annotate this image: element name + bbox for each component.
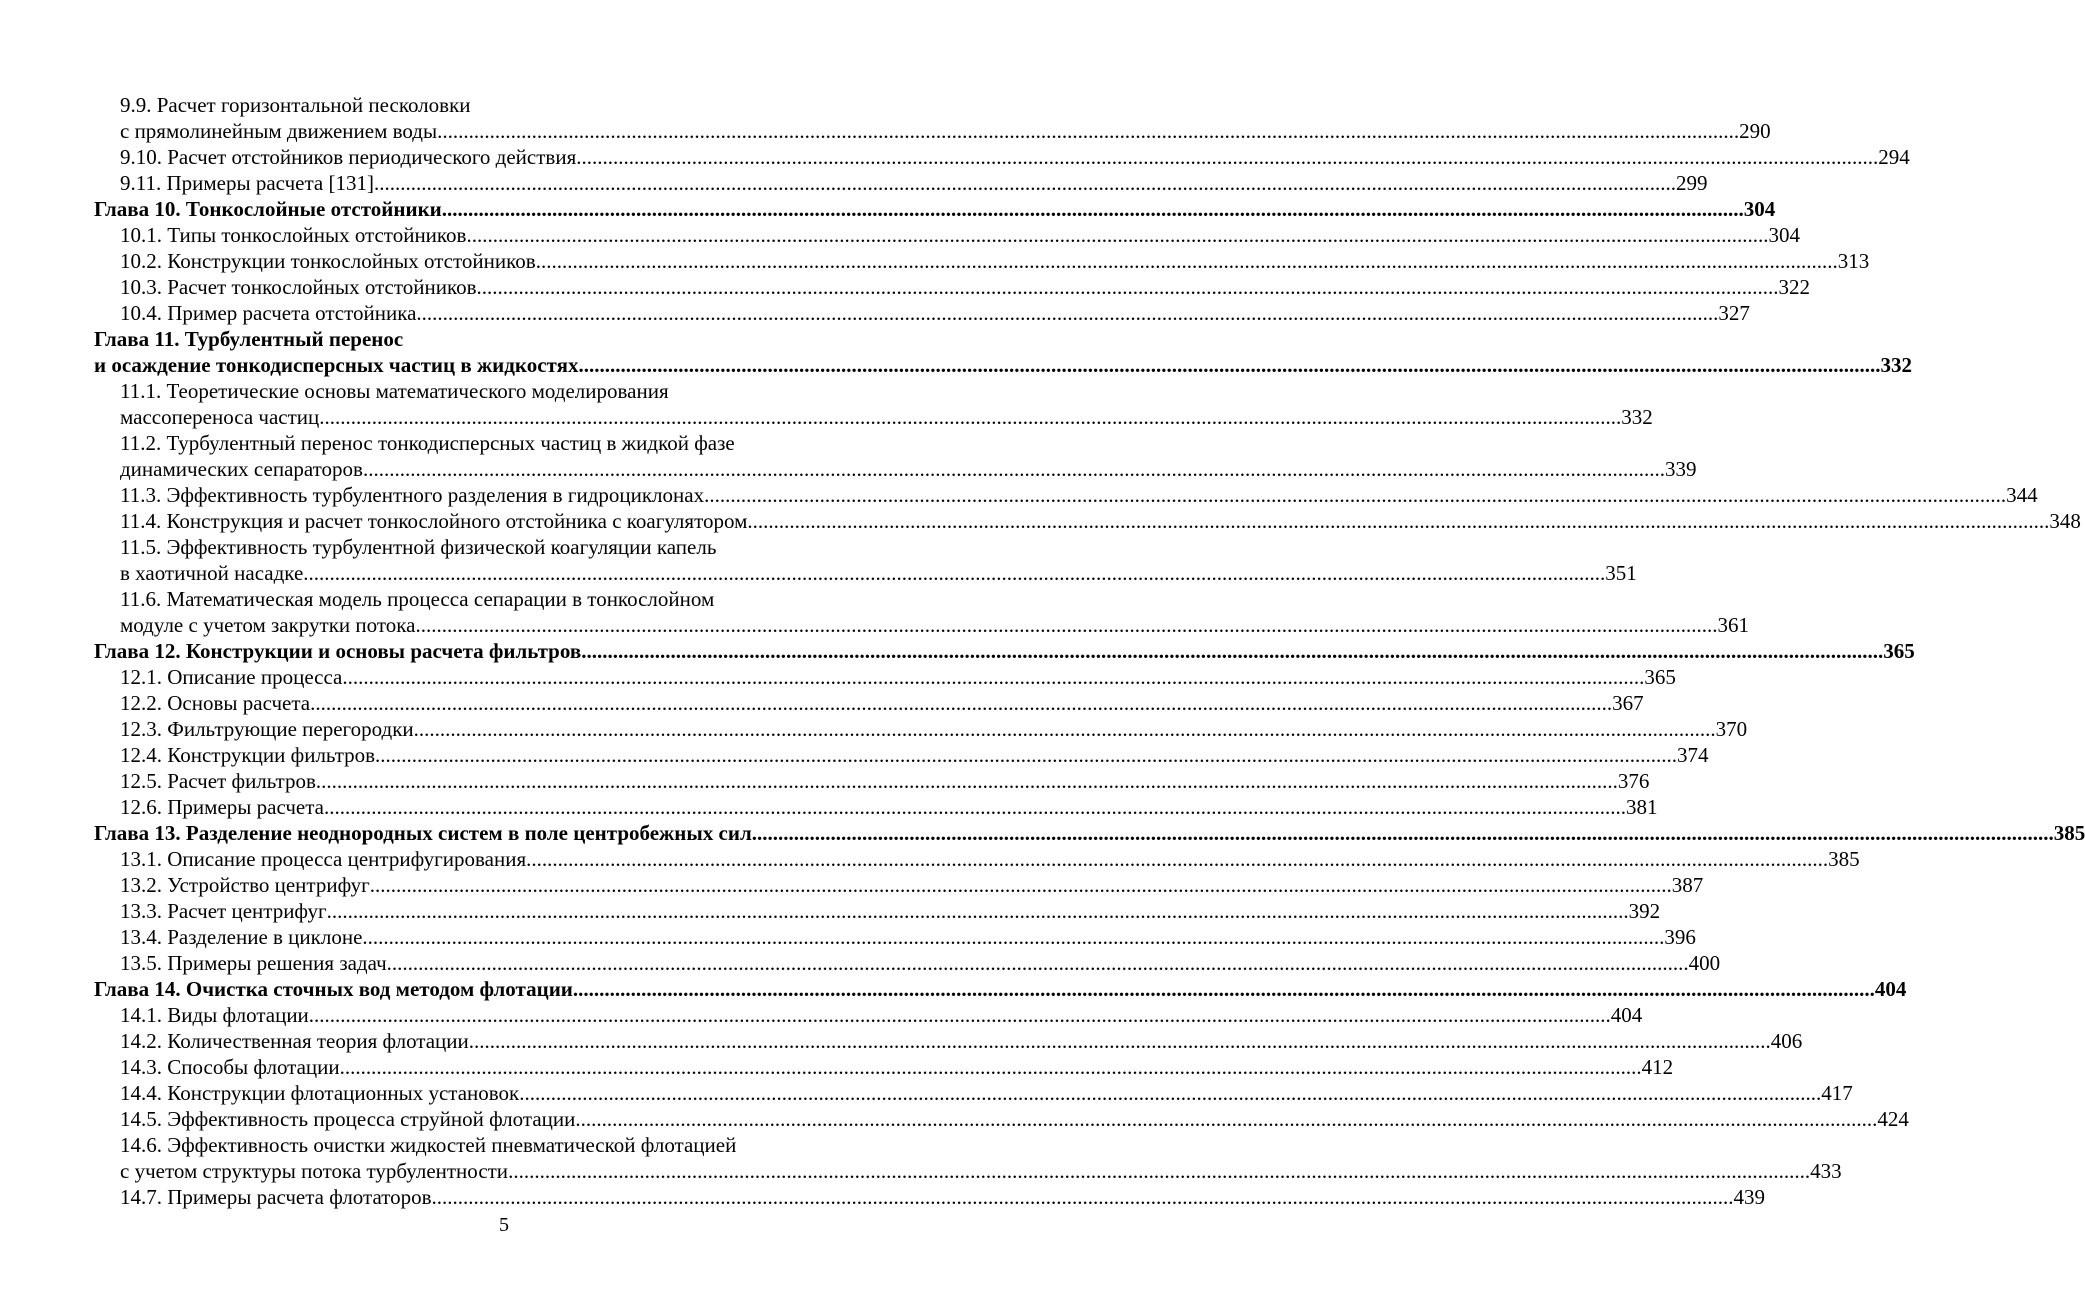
toc-page-number: 290 xyxy=(1739,119,1771,143)
toc-section-line xyxy=(94,560,1637,586)
toc-entry-title: с прямолинейным движением воды xyxy=(120,119,438,143)
dot-leader xyxy=(310,690,1612,716)
toc-entry-title: 12.3. Фильтрующие перегородки xyxy=(120,717,414,741)
toc-page-number: 387 xyxy=(1671,873,1704,897)
toc-page-number: 412 xyxy=(1641,1055,1674,1079)
toc-section-line xyxy=(94,248,1870,274)
toc-section-line xyxy=(94,1132,914,1158)
dot-leader xyxy=(519,1080,1821,1106)
dot-leader xyxy=(327,898,1629,924)
toc-page-number: 374 xyxy=(1677,743,1709,767)
toc-entry-title: 14.7. Примеры расчета флотаторов xyxy=(120,1185,432,1209)
toc-section-line xyxy=(94,404,1653,430)
table-of-contents xyxy=(94,92,2085,1210)
dot-leader xyxy=(303,560,1605,586)
toc-section-line xyxy=(94,1106,1909,1132)
toc-chapter-line xyxy=(94,196,1776,222)
toc-section-line xyxy=(94,742,1709,768)
toc-entry-title: 9.10. Расчет отстойников периодического действия xyxy=(120,145,577,169)
dot-leader xyxy=(437,118,1739,144)
dot-leader xyxy=(374,170,1676,196)
toc-section-line xyxy=(94,846,1860,872)
toc-section-line xyxy=(94,612,1749,638)
toc-page-number: 396 xyxy=(1664,925,1696,949)
toc-entry-title: динамических сепараторов xyxy=(120,457,363,481)
toc-entry-title: в хаотичной насадке xyxy=(120,561,304,585)
toc-page-number: 351 xyxy=(1605,561,1637,585)
toc-section-line xyxy=(94,1080,1853,1106)
toc-page-number: 299 xyxy=(1675,171,1708,195)
toc-entry-title: 12.5. Расчет фильтров xyxy=(120,769,316,793)
toc-page-number: 404 xyxy=(1610,1003,1643,1027)
toc-entry-title: 12.1. Описание процесса xyxy=(120,665,343,689)
toc-section-line xyxy=(94,508,2081,534)
toc-section-line xyxy=(94,300,1750,326)
toc-section-line xyxy=(94,794,1658,820)
page-number: 5 xyxy=(499,1214,509,1236)
toc-page-number: 385 xyxy=(2053,821,2085,845)
toc-section-line xyxy=(94,378,914,404)
dot-leader xyxy=(340,1054,1642,1080)
toc-section-line xyxy=(94,1028,1803,1054)
toc-entry-title: Глава 14. Очистка сточных вод методом флотации xyxy=(94,977,573,1001)
toc-page-number: 327 xyxy=(1718,301,1750,325)
toc-page-number: 304 xyxy=(1768,223,1800,247)
dot-leader xyxy=(477,274,1779,300)
toc-section-line xyxy=(94,482,2038,508)
dot-leader xyxy=(536,248,1838,274)
toc-section-line xyxy=(94,1158,1842,1184)
toc-section-line xyxy=(94,586,914,612)
toc-section-line xyxy=(94,534,914,560)
toc-page-number: 313 xyxy=(1837,249,1870,273)
dot-leader xyxy=(309,1002,1611,1028)
toc-page-number: 439 xyxy=(1733,1185,1766,1209)
toc-section-line xyxy=(94,950,1721,976)
toc-section-line xyxy=(94,274,1811,300)
toc-page-number: 361 xyxy=(1717,613,1749,637)
toc-page-number: 339 xyxy=(1664,457,1697,481)
dot-leader xyxy=(576,144,1878,170)
toc-entry-title: 11.3. Эффективность турбулентного разделения в гидроциклонах xyxy=(120,483,705,507)
toc-entry-title: Глава 12. Конструкции и основы расчета фильтров xyxy=(94,639,582,663)
toc-section-line xyxy=(94,768,1650,794)
toc-section-line xyxy=(94,118,1771,144)
toc-section-line xyxy=(94,170,1708,196)
dot-leader xyxy=(466,222,1768,248)
dot-leader xyxy=(362,924,1664,950)
dot-leader xyxy=(342,664,1644,690)
dot-leader xyxy=(508,1158,1810,1184)
dot-leader xyxy=(575,1106,1877,1132)
toc-entry-title: 11.4. Конструкция и расчет тонкослойного отстойника с коагулятором xyxy=(120,509,748,533)
toc-entry-title: 9.11. Примеры расчета [131] xyxy=(120,171,374,195)
toc-page-number: 406 xyxy=(1770,1029,1803,1053)
toc-page-number: 417 xyxy=(1821,1081,1853,1105)
dot-leader xyxy=(319,404,1621,430)
toc-entry-title: 14.4. Конструкции флотационных установок xyxy=(120,1081,520,1105)
toc-section-line xyxy=(94,716,1748,742)
dot-leader xyxy=(375,742,1677,768)
toc-entry-title: 14.6. Эффективность очистки жидкостей пневматической флотацией xyxy=(120,1133,737,1157)
dot-leader xyxy=(442,196,1744,222)
toc-page-number: 385 xyxy=(1828,847,1860,871)
toc-entry-title: 10.4. Пример расчета отстойника xyxy=(120,301,417,325)
dot-leader xyxy=(415,612,1717,638)
toc-entry-title: Глава 13. Разделение неоднородных систем в поле центробежных сил xyxy=(94,821,752,845)
toc-entry-title: 12.6. Примеры расчета xyxy=(120,795,324,819)
toc-entry-title: 11.5. Эффективность турбулентной физической коагуляции капель xyxy=(120,535,717,559)
toc-section-line xyxy=(94,1054,1674,1080)
dot-leader xyxy=(414,716,1716,742)
toc-entry-title: 12.4. Конструкции фильтров xyxy=(120,743,376,767)
toc-page-number: 433 xyxy=(1810,1159,1842,1183)
toc-section-line xyxy=(94,430,914,456)
toc-section-line xyxy=(94,924,1696,950)
toc-chapter-line xyxy=(94,326,914,352)
toc-entry-title: 14.5. Эффективность процесса струйной флотации xyxy=(120,1107,576,1131)
toc-entry-title: 14.1. Виды флотации xyxy=(120,1003,309,1027)
dot-leader xyxy=(387,950,1689,976)
toc-entry-title: 11.1. Теоретические основы математического моделирования xyxy=(120,379,669,403)
dot-leader xyxy=(573,976,1875,1002)
toc-entry-title: 13.3. Расчет центрифуг xyxy=(120,899,327,923)
toc-chapter-line xyxy=(94,638,1915,664)
toc-page-number: 348 xyxy=(2049,509,2081,533)
dot-leader xyxy=(370,872,1672,898)
toc-entry-title: 10.1. Типы тонкослойных отстойников xyxy=(120,223,467,247)
toc-chapter-line xyxy=(94,352,1912,378)
toc-chapter-line xyxy=(94,820,2085,846)
toc-entry-title: 11.2. Турбулентный перенос тонкодисперсных частиц в жидкой фазе xyxy=(120,431,735,455)
toc-entry-title: 12.2. Основы расчета xyxy=(120,691,311,715)
toc-entry-title: массопереноса частиц xyxy=(120,405,320,429)
toc-section-line xyxy=(94,1184,1766,1210)
dot-leader xyxy=(704,482,2006,508)
toc-page-number: 322 xyxy=(1778,275,1811,299)
dot-leader xyxy=(324,794,1626,820)
toc-entry-title: 14.2. Количественная теория флотации xyxy=(120,1029,469,1053)
toc-section-line xyxy=(94,898,1661,924)
toc-page-number: 365 xyxy=(1883,639,1915,663)
toc-entry-title: Глава 11. Турбулентный перенос xyxy=(94,327,404,351)
dot-leader xyxy=(432,1184,1734,1210)
dot-leader xyxy=(416,300,1718,326)
dot-leader xyxy=(363,456,1665,482)
toc-entry-title: 13.1. Описание процесса центрифугирования xyxy=(120,847,527,871)
toc-page-number: 367 xyxy=(1612,691,1644,715)
toc-section-line xyxy=(94,144,1910,170)
dot-leader xyxy=(578,352,1880,378)
dot-leader xyxy=(469,1028,1771,1054)
toc-page-number: 381 xyxy=(1625,795,1658,819)
toc-page-number: 404 xyxy=(1874,977,1907,1001)
toc-section-line xyxy=(94,872,1704,898)
toc-entry-title: 14.3. Способы флотации xyxy=(120,1055,340,1079)
toc-page-number: 376 xyxy=(1617,769,1650,793)
toc-entry-title: Глава 10. Тонкослойные отстойники xyxy=(94,197,442,221)
toc-entry-title: и осаждение тонкодисперсных частиц в жидкостях xyxy=(94,353,579,377)
toc-section-line xyxy=(94,1002,1643,1028)
toc-entry-title: 13.2. Устройство центрифуг xyxy=(120,873,370,897)
toc-section-line xyxy=(94,690,1644,716)
toc-entry-title: 10.3. Расчет тонкослойных отстойников xyxy=(120,275,477,299)
toc-section-line xyxy=(94,222,1800,248)
toc-page-number: 344 xyxy=(2006,483,2038,507)
dot-leader xyxy=(752,820,2054,846)
toc-entry-title: модуле с учетом закрутки потока xyxy=(120,613,416,637)
toc-page-number: 424 xyxy=(1877,1107,1909,1131)
toc-page-number: 400 xyxy=(1688,951,1721,975)
toc-page-number: 392 xyxy=(1628,899,1661,923)
toc-page-number: 332 xyxy=(1880,353,1912,377)
toc-chapter-line xyxy=(94,976,1907,1002)
toc-entry-title: с учетом структуры потока турбулентности xyxy=(120,1159,509,1183)
toc-entry-title: 11.6. Математическая модель процесса сепарации в тонкослойном xyxy=(120,587,715,611)
toc-page-number: 304 xyxy=(1743,197,1776,221)
dot-leader xyxy=(526,846,1828,872)
toc-entry-title: 13.5. Примеры решения задач xyxy=(120,951,387,975)
toc-entry-title: 10.2. Конструкции тонкослойных отстойников xyxy=(120,249,536,273)
toc-page-number: 294 xyxy=(1878,145,1910,169)
toc-section-line xyxy=(94,92,914,118)
dot-leader xyxy=(581,638,1883,664)
toc-section-line xyxy=(94,456,1697,482)
dot-leader xyxy=(747,508,2049,534)
toc-page-number: 365 xyxy=(1644,665,1676,689)
toc-page-number: 332 xyxy=(1621,405,1653,429)
toc-entry-title: 9.9. Расчет горизонтальной песколовки xyxy=(120,93,471,117)
toc-section-line xyxy=(94,664,1676,690)
dot-leader xyxy=(316,768,1618,794)
toc-entry-title: 13.4. Разделение в циклоне xyxy=(120,925,363,949)
toc-page-number: 370 xyxy=(1715,717,1748,741)
